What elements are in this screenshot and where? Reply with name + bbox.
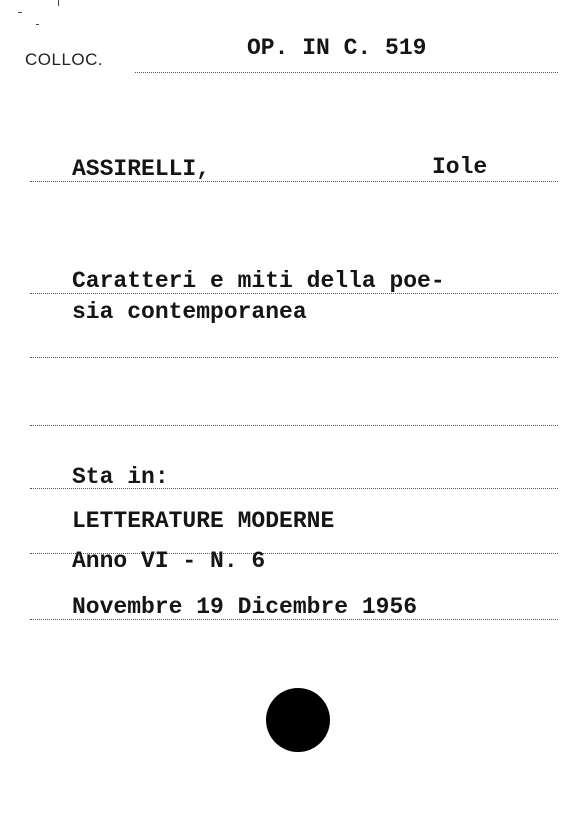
author-surname: ASSIRELLI, bbox=[72, 156, 211, 182]
colloc-label: COLLOC. bbox=[25, 50, 104, 69]
empty-rule-2 bbox=[30, 425, 558, 426]
shelfmark: OP. IN C. 519 bbox=[247, 35, 427, 61]
punch-hole bbox=[266, 688, 330, 752]
title-line-2: sia contemporanea bbox=[72, 299, 307, 325]
publication-date: Novembre 19 Dicembre 1956 bbox=[72, 594, 418, 620]
ink-speck bbox=[36, 24, 39, 25]
ink-speck bbox=[58, 0, 59, 6]
empty-rule-1 bbox=[30, 357, 558, 358]
title-line-1: Caratteri e miti della poe- bbox=[72, 268, 445, 294]
author-name: Iole bbox=[432, 154, 488, 180]
ink-speck bbox=[18, 12, 22, 13]
journal-title: LETTERATURE MODERNE bbox=[72, 508, 335, 534]
issue-number: Anno VI - N. 6 bbox=[72, 548, 266, 574]
source-label: Sta in: bbox=[72, 464, 169, 490]
colloc-rule bbox=[135, 72, 558, 73]
